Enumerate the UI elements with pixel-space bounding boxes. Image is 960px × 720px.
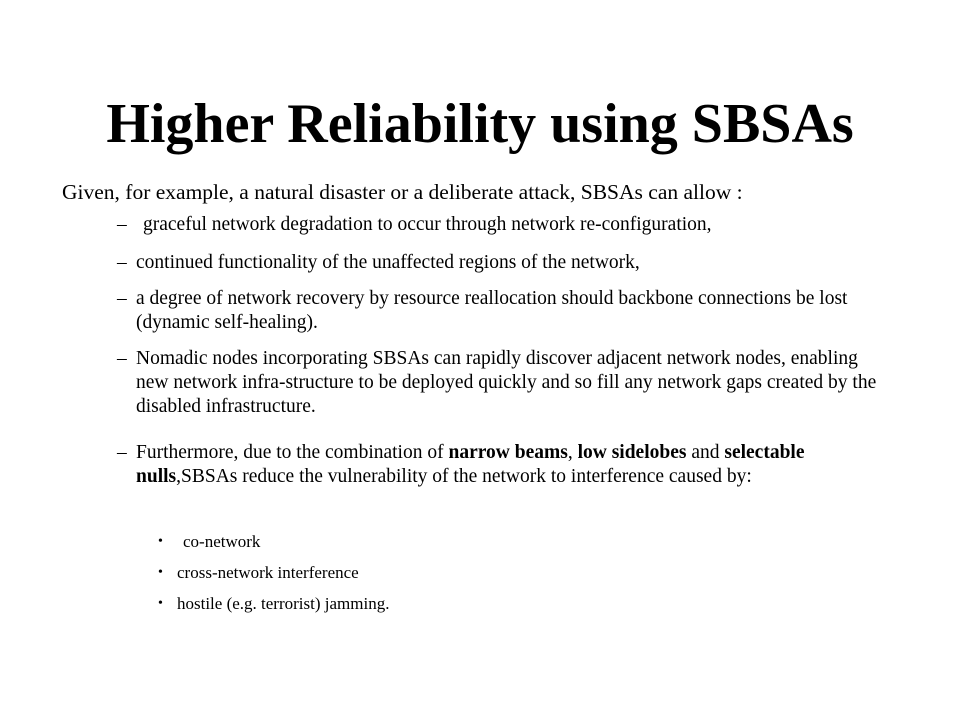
bold-term-narrow-beams: narrow beams <box>448 442 568 463</box>
sub-item-text: cross-network interference <box>177 563 359 582</box>
sub-item-text: hostile (e.g. terrorist) jamming. <box>177 594 390 613</box>
bold-term-selectable-nulls: selectable nulls <box>136 442 805 487</box>
list-item-text <box>117 441 907 489</box>
text-segment: and <box>686 442 725 463</box>
list-item-furthermore <box>117 441 907 489</box>
list-item-recovery <box>117 287 877 335</box>
sub-item-hostile-jamming <box>158 593 758 615</box>
intro-text: Given, for example, a natural disaster or a deliberate attack, SBSAs can allow : <box>62 180 743 204</box>
text-segment: ,SBSAs reduce the vulnerability of the network to interference caused by: <box>176 466 752 487</box>
dash-marker: – <box>117 252 127 273</box>
list-item-nomadic-nodes <box>117 347 887 419</box>
bullet-marker: • <box>158 565 163 580</box>
dash-marker: – <box>117 348 127 369</box>
list-item-text: continued functionality of the unaffected regions of the network, <box>136 252 640 273</box>
list-item-functionality <box>117 251 917 275</box>
bullet-marker: • <box>158 534 163 549</box>
sub-item-text: co-network <box>183 532 261 551</box>
sub-item-co-network <box>158 531 758 553</box>
dash-marker: – <box>117 288 127 309</box>
text-segment: , <box>567 442 578 463</box>
sub-item-cross-network <box>158 562 758 584</box>
dash-marker: – <box>117 442 127 463</box>
list-item-text: graceful network degradation to occur through network re-configuration, <box>143 214 712 235</box>
list-item-degradation <box>117 213 917 237</box>
list-item-text: Nomadic nodes incorporating SBSAs can rapidly discover adjacent network nodes, enabling new network infra-structure to be deployed quickly and so fill any network gaps created by the disabled infrastructure. <box>136 348 877 417</box>
dash-marker: – <box>117 214 127 235</box>
bold-term-low-sidelobes: low sidelobes <box>577 442 687 463</box>
slide-title: Higher Reliability using SBSAs <box>106 93 854 155</box>
list-item-text: a degree of network recovery by resource reallocation should backbone connections be lost (dynamic self-healing). <box>136 288 848 333</box>
bullet-marker: • <box>158 596 163 611</box>
text-segment: Furthermore, due to the combination of <box>136 442 449 463</box>
